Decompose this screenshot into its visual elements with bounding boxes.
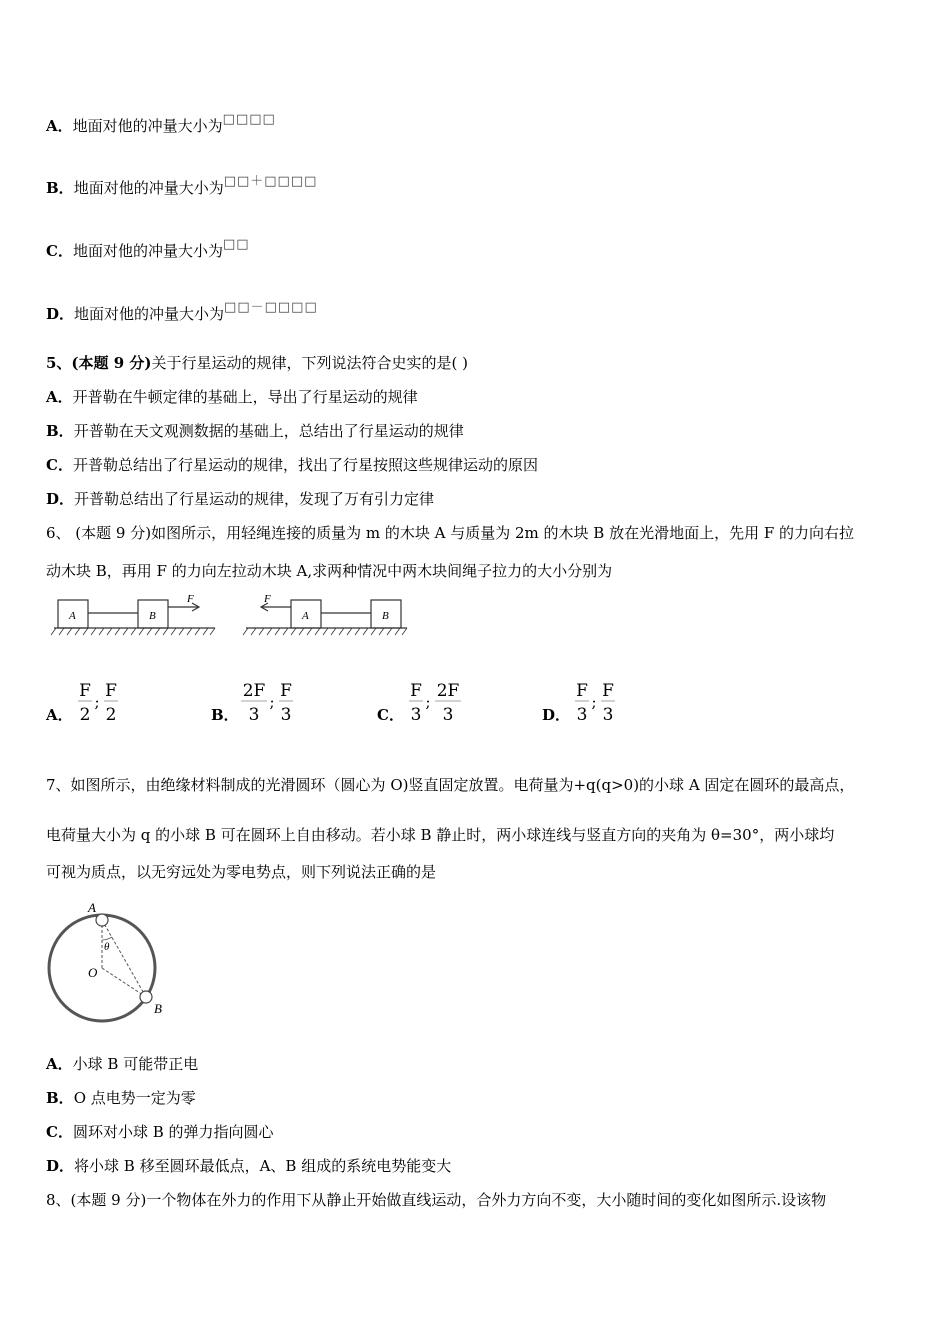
label-o: O [88,965,98,980]
q6-option-b-formula [238,676,300,726]
option-label: A． [46,388,73,406]
option-text: 地面对他的冲量大小为 [73,179,224,197]
q4-option-c [46,237,250,261]
option-text: 地面对他的冲量大小为 [72,117,223,135]
numerator: 2F [436,681,460,701]
option-label: B． [46,422,74,440]
option-text: 地面对他的冲量大小为 [74,305,225,323]
ball-b [140,991,152,1003]
separator: ; [94,693,100,711]
separator: ; [269,693,275,711]
q4-option-d [46,300,318,324]
q6-figure [50,592,420,638]
option-label: C． [46,456,73,474]
option-text: 地面对他的冲量大小为 [72,242,223,260]
q7-option-c [46,1122,274,1142]
question-text: 关于行星运动的规律，下列说法符合史实的是( ) [151,354,468,372]
option-text: 小球 B 可能带正电 [72,1055,199,1073]
option-label: B． [46,179,74,197]
q6-option-d-formula [572,676,624,726]
option-text: 开普勒总结出了行星运动的规律，发现了万有引力定律 [74,490,435,508]
q7-stem-line-3: 可视为质点，以无穷远处为零电势点，则下列说法正确的是 [46,863,437,881]
denominator: 3 [280,705,292,725]
option-text: 开普勒在牛顿定律的基础上，导出了行星运动的规律 [72,388,418,406]
q7-option-a [46,1054,198,1074]
q7-option-b [46,1088,196,1108]
ball-a [96,914,108,926]
option-text: 圆环对小球 B 的弹力指向圆心 [72,1123,274,1141]
formula-image: □□＋□□□□ [223,174,318,189]
numerator: F [79,681,91,701]
label-a: A [69,610,76,622]
denominator: 2 [79,705,91,725]
q7-figure [40,896,175,1031]
option-label: D． [46,1157,75,1175]
q7-stem-line-2: 电荷量大小为 q 的小球 B 可在圆环上自由移动。若小球 B 静止时，两小球连线与竖直方向的夹角为 θ=30°，两小球均 [46,826,835,844]
label-b: B [382,610,389,622]
q5-stem [46,353,468,373]
denominator: 3 [410,705,422,725]
q5-option-a [46,387,418,407]
q6-option-d-label: D． [542,706,571,724]
label-f: F [264,593,271,605]
question-number: 5、(本题 9 分) [46,354,152,372]
option-label: A． [46,117,73,135]
q4-option-a [46,112,276,136]
formula-image: □□ [222,237,250,252]
label-b: B [154,1001,162,1016]
separator: ; [425,693,431,711]
option-label: C． [46,1123,73,1141]
numerator: F [105,681,117,701]
q6-option-c-label: C． [377,706,404,724]
q6-option-a-formula [76,676,128,726]
q5-option-b [46,421,464,441]
q6-option-a-label: A． [46,706,73,724]
q7-option-d [46,1156,451,1176]
q6-stem-line-1: 6、 (本题 9 分)如图所示，用轻绳连接的质量为 m 的木块 A 与质量为 2m 的木块 B 放在光滑地面上，先用 F 的力向右拉 [46,524,855,542]
q4-option-b [46,174,318,198]
q6-option-b-label: B． [211,706,239,724]
denominator: 3 [442,705,454,725]
denominator: 2 [105,705,117,725]
numerator: F [602,681,614,701]
q7-stem-line-1: 7、如图所示，由绝缘材料制成的光滑圆环（圆心为 O)竖直固定放置。电荷量为+q(q>0)的小球 A 固定在圆环的最高点， [46,776,855,794]
denominator: 3 [248,705,260,725]
option-label: D． [46,490,75,508]
denominator: 3 [576,705,588,725]
q5-option-d [46,489,434,509]
label-a: A [88,900,96,915]
label-a: A [302,610,309,622]
numerator: F [576,681,588,701]
numerator: F [280,681,292,701]
q5-option-c [46,455,538,475]
option-label: A． [46,1055,73,1073]
q8-stem-line-1: 8、(本题 9 分)一个物体在外力的作用下从静止开始做直线运动，合外力方向不变，大小随时间的变化如图所示.设该物 [46,1191,827,1209]
formula-image: □□－□□□□ [224,300,318,315]
label-theta: θ [104,941,110,953]
option-text: O 点电势一定为零 [73,1089,196,1107]
separator: ; [591,693,597,711]
option-text: 将小球 B 移至圆环最低点，A、B 组成的系统电势能变大 [74,1157,452,1175]
label-f: F [187,593,194,605]
option-text: 开普勒总结出了行星运动的规律，找出了行星按照这些规律运动的原因 [72,456,538,474]
q6-stem-line-2: 动木块 B，再用 F 的力向左拉动木块 A,求两种情况中两木块间绳子拉力的大小分别为 [46,562,613,580]
numerator: F [410,681,422,701]
formula-image: □□□□ [222,112,276,127]
option-label: C． [46,242,73,260]
option-label: B． [46,1089,74,1107]
option-label: D． [46,305,75,323]
label-b: B [149,610,156,622]
q6-option-c-formula [406,676,470,726]
option-text: 开普勒在天文观测数据的基础上，总结出了行星运动的规律 [73,422,464,440]
denominator: 3 [602,705,614,725]
numerator: 2F [242,681,266,701]
